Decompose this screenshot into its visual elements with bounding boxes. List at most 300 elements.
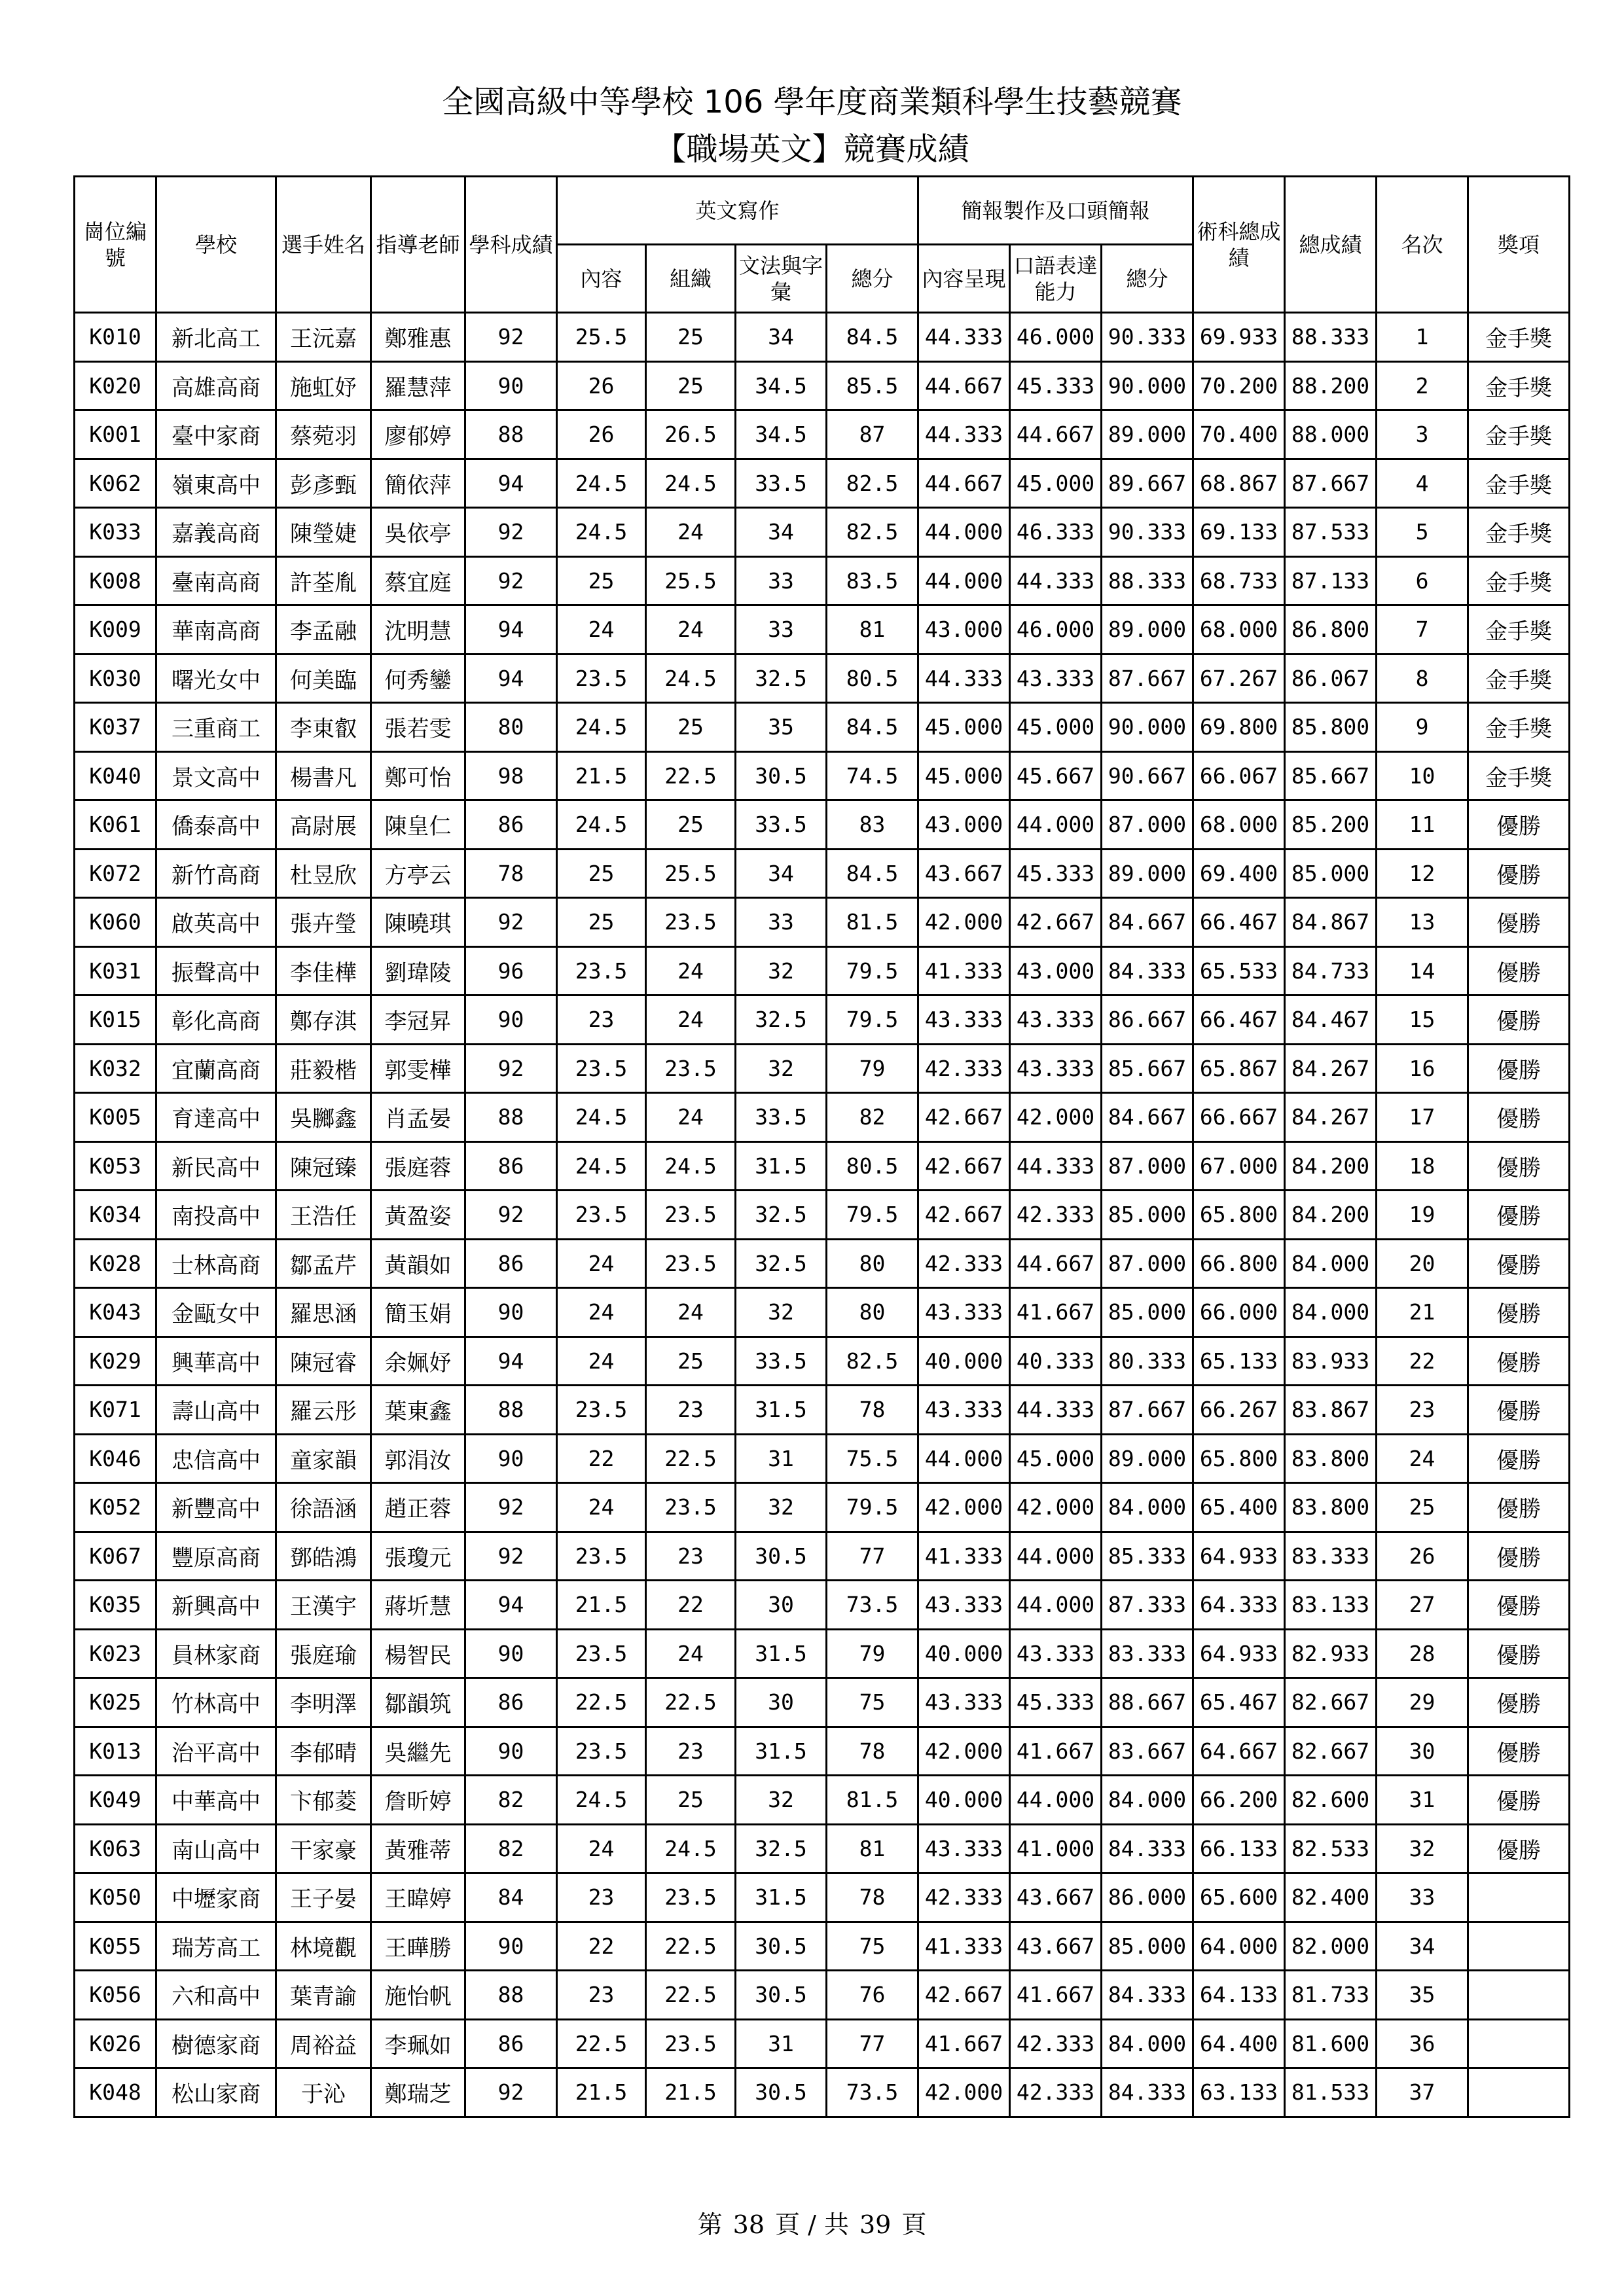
cell-content: 23 xyxy=(557,996,646,1045)
cell-teacher: 李冠昇 xyxy=(371,996,465,1045)
cell-skill: 64.667 xyxy=(1193,1727,1285,1776)
table-row xyxy=(75,1093,1570,1142)
table-row xyxy=(75,1776,1570,1825)
cell-oral: 43.333 xyxy=(1010,996,1102,1045)
table-row xyxy=(75,1971,1570,2020)
cell-player: 高尉展 xyxy=(276,800,371,850)
cell-post-no: K043 xyxy=(75,1288,156,1337)
cell-writing-total: 73.5 xyxy=(827,1581,918,1630)
cell-total: 84.867 xyxy=(1285,898,1377,947)
cell-presentation: 43.667 xyxy=(918,849,1010,898)
cell-school: 中壢家商 xyxy=(156,1873,276,1922)
cell-player: 王浩任 xyxy=(276,1191,371,1240)
cell-teacher: 簡玉娟 xyxy=(371,1288,465,1337)
table-row xyxy=(75,1386,1570,1435)
cell-school: 員林家商 xyxy=(156,1629,276,1678)
header-total: 總成績 xyxy=(1285,177,1377,313)
cell-writing-total: 77 xyxy=(827,1532,918,1581)
cell-award: 優勝 xyxy=(1468,1824,1570,1873)
cell-total: 83.800 xyxy=(1285,1434,1377,1483)
header-award: 獎項 xyxy=(1468,177,1570,313)
table-row xyxy=(75,800,1570,850)
cell-skill: 64.933 xyxy=(1193,1532,1285,1581)
cell-writing-total: 77 xyxy=(827,2019,918,2068)
cell-school: 士林高商 xyxy=(156,1239,276,1288)
cell-teacher: 沈明慧 xyxy=(371,605,465,655)
cell-school: 三重商工 xyxy=(156,703,276,752)
cell-organization: 25 xyxy=(646,1776,736,1825)
cell-player: 莊毅楷 xyxy=(276,1044,371,1093)
cell-total: 84.267 xyxy=(1285,1093,1377,1142)
cell-total: 84.733 xyxy=(1285,946,1377,996)
cell-skill: 69.400 xyxy=(1193,849,1285,898)
cell-oral: 42.333 xyxy=(1010,1191,1102,1240)
cell-skill: 70.400 xyxy=(1193,410,1285,459)
cell-subject: 92 xyxy=(465,898,557,947)
cell-content: 24 xyxy=(557,1336,646,1386)
header-post-no: 崗位編號 xyxy=(75,177,156,313)
cell-writing-total: 74.5 xyxy=(827,751,918,800)
cell-writing-total: 81.5 xyxy=(827,898,918,947)
cell-content: 22.5 xyxy=(557,2019,646,2068)
cell-total: 83.800 xyxy=(1285,1483,1377,1532)
cell-total: 81.600 xyxy=(1285,2019,1377,2068)
cell-grammar: 32 xyxy=(736,1776,827,1825)
cell-subject: 92 xyxy=(465,556,557,605)
cell-award: 金手獎 xyxy=(1468,361,1570,410)
table-row xyxy=(75,1336,1570,1386)
cell-post-no: K013 xyxy=(75,1727,156,1776)
cell-skill: 66.067 xyxy=(1193,751,1285,800)
cell-award: 優勝 xyxy=(1468,1629,1570,1678)
cell-post-no: K009 xyxy=(75,605,156,655)
cell-school: 治平高中 xyxy=(156,1727,276,1776)
header-skill: 術科總成績 xyxy=(1193,177,1285,313)
cell-oral: 42.667 xyxy=(1010,898,1102,947)
cell-school: 臺南高商 xyxy=(156,556,276,605)
cell-presentation: 42.000 xyxy=(918,1727,1010,1776)
cell-organization: 22.5 xyxy=(646,1434,736,1483)
cell-skill: 65.467 xyxy=(1193,1678,1285,1727)
header-report-total: 總分 xyxy=(1102,245,1193,313)
cell-subject: 98 xyxy=(465,751,557,800)
cell-presentation: 43.333 xyxy=(918,996,1010,1045)
cell-report-total: 80.333 xyxy=(1102,1336,1193,1386)
header-player: 選手姓名 xyxy=(276,177,371,313)
cell-organization: 25 xyxy=(646,703,736,752)
cell-school: 華南高商 xyxy=(156,605,276,655)
table-row xyxy=(75,1191,1570,1240)
cell-rank: 26 xyxy=(1377,1532,1468,1581)
cell-award xyxy=(1468,1873,1570,1922)
cell-teacher: 張瓊元 xyxy=(371,1532,465,1581)
cell-organization: 23.5 xyxy=(646,1191,736,1240)
header-teacher: 指導老師 xyxy=(371,177,465,313)
cell-content: 23.5 xyxy=(557,1727,646,1776)
cell-writing-total: 79.5 xyxy=(827,946,918,996)
cell-post-no: K035 xyxy=(75,1581,156,1630)
cell-player: 李明澤 xyxy=(276,1678,371,1727)
cell-grammar: 33.5 xyxy=(736,459,827,508)
cell-organization: 23.5 xyxy=(646,1873,736,1922)
cell-school: 中華高中 xyxy=(156,1776,276,1825)
cell-oral: 45.333 xyxy=(1010,361,1102,410)
cell-award: 金手獎 xyxy=(1468,654,1570,703)
cell-school: 啟英高中 xyxy=(156,898,276,947)
cell-organization: 25 xyxy=(646,313,736,362)
cell-total: 84.000 xyxy=(1285,1288,1377,1337)
cell-post-no: K020 xyxy=(75,361,156,410)
table-row xyxy=(75,556,1570,605)
cell-organization: 25.5 xyxy=(646,556,736,605)
cell-subject: 88 xyxy=(465,1386,557,1435)
cell-total: 85.800 xyxy=(1285,703,1377,752)
cell-organization: 21.5 xyxy=(646,2068,736,2117)
cell-rank: 1 xyxy=(1377,313,1468,362)
cell-content: 24 xyxy=(557,605,646,655)
cell-player: 杜昱欣 xyxy=(276,849,371,898)
cell-skill: 68.000 xyxy=(1193,800,1285,850)
table-row xyxy=(75,751,1570,800)
cell-subject: 92 xyxy=(465,1532,557,1581)
cell-player: 王漢宇 xyxy=(276,1581,371,1630)
cell-content: 23.5 xyxy=(557,946,646,996)
cell-oral: 46.333 xyxy=(1010,508,1102,557)
cell-organization: 24 xyxy=(646,1629,736,1678)
cell-post-no: K060 xyxy=(75,898,156,947)
cell-subject: 82 xyxy=(465,1824,557,1873)
cell-presentation: 42.667 xyxy=(918,1971,1010,2020)
cell-subject: 86 xyxy=(465,1141,557,1191)
cell-post-no: K015 xyxy=(75,996,156,1045)
cell-skill: 66.000 xyxy=(1193,1288,1285,1337)
cell-organization: 23.5 xyxy=(646,1239,736,1288)
cell-oral: 45.000 xyxy=(1010,703,1102,752)
cell-grammar: 34 xyxy=(736,508,827,557)
cell-school: 壽山高中 xyxy=(156,1386,276,1435)
cell-total: 84.467 xyxy=(1285,996,1377,1045)
cell-grammar: 31.5 xyxy=(736,1873,827,1922)
cell-award: 優勝 xyxy=(1468,1386,1570,1435)
cell-skill: 67.267 xyxy=(1193,654,1285,703)
cell-player: 吳膷鑫 xyxy=(276,1093,371,1142)
cell-presentation: 40.000 xyxy=(918,1629,1010,1678)
header-school: 學校 xyxy=(156,177,276,313)
cell-oral: 45.000 xyxy=(1010,1434,1102,1483)
table-row xyxy=(75,313,1570,362)
cell-writing-total: 81 xyxy=(827,605,918,655)
cell-post-no: K053 xyxy=(75,1141,156,1191)
cell-subject: 86 xyxy=(465,1239,557,1288)
cell-presentation: 44.667 xyxy=(918,459,1010,508)
cell-total: 84.200 xyxy=(1285,1191,1377,1240)
header-subject: 學科成績 xyxy=(465,177,557,313)
cell-content: 23 xyxy=(557,1971,646,2020)
cell-teacher: 施怡帆 xyxy=(371,1971,465,2020)
cell-rank: 4 xyxy=(1377,459,1468,508)
cell-report-total: 86.000 xyxy=(1102,1873,1193,1922)
cell-subject: 92 xyxy=(465,2068,557,2117)
cell-award: 金手獎 xyxy=(1468,605,1570,655)
cell-post-no: K033 xyxy=(75,508,156,557)
cell-award: 金手獎 xyxy=(1468,459,1570,508)
cell-subject: 94 xyxy=(465,605,557,655)
cell-total: 85.200 xyxy=(1285,800,1377,850)
page-footer xyxy=(0,2204,1624,2240)
cell-rank: 7 xyxy=(1377,605,1468,655)
table-row xyxy=(75,1922,1570,1971)
cell-writing-total: 84.5 xyxy=(827,703,918,752)
cell-rank: 16 xyxy=(1377,1044,1468,1093)
cell-player: 彭彥甄 xyxy=(276,459,371,508)
cell-rank: 13 xyxy=(1377,898,1468,947)
cell-player: 王沅嘉 xyxy=(276,313,371,362)
cell-post-no: K046 xyxy=(75,1434,156,1483)
cell-subject: 88 xyxy=(465,1971,557,2020)
cell-player: 徐語涵 xyxy=(276,1483,371,1532)
cell-oral: 41.667 xyxy=(1010,1727,1102,1776)
cell-total: 82.600 xyxy=(1285,1776,1377,1825)
cell-school: 彰化高商 xyxy=(156,996,276,1045)
cell-oral: 42.000 xyxy=(1010,1093,1102,1142)
cell-award: 優勝 xyxy=(1468,1093,1570,1142)
cell-award: 優勝 xyxy=(1468,1141,1570,1191)
cell-presentation: 44.000 xyxy=(918,508,1010,557)
cell-teacher: 陳皇仁 xyxy=(371,800,465,850)
cell-report-total: 87.667 xyxy=(1102,1386,1193,1435)
cell-oral: 41.667 xyxy=(1010,1971,1102,2020)
cell-rank: 37 xyxy=(1377,2068,1468,2117)
cell-presentation: 43.333 xyxy=(918,1581,1010,1630)
cell-teacher: 李珮如 xyxy=(371,2019,465,2068)
cell-subject: 94 xyxy=(465,459,557,508)
cell-skill: 65.800 xyxy=(1193,1434,1285,1483)
cell-oral: 43.333 xyxy=(1010,1044,1102,1093)
cell-total: 86.800 xyxy=(1285,605,1377,655)
cell-award xyxy=(1468,2019,1570,2068)
cell-writing-total: 80 xyxy=(827,1239,918,1288)
cell-skill: 63.133 xyxy=(1193,2068,1285,2117)
cell-post-no: K005 xyxy=(75,1093,156,1142)
cell-oral: 42.333 xyxy=(1010,2068,1102,2117)
cell-post-no: K028 xyxy=(75,1239,156,1288)
cell-organization: 23.5 xyxy=(646,898,736,947)
cell-grammar: 33 xyxy=(736,556,827,605)
cell-player: 李東叡 xyxy=(276,703,371,752)
cell-teacher: 葉東鑫 xyxy=(371,1386,465,1435)
header-content: 內容 xyxy=(557,245,646,313)
cell-teacher: 趙正蓉 xyxy=(371,1483,465,1532)
cell-report-total: 84.667 xyxy=(1102,898,1193,947)
cell-school: 南山高中 xyxy=(156,1824,276,1873)
cell-grammar: 33 xyxy=(736,898,827,947)
cell-oral: 44.000 xyxy=(1010,1581,1102,1630)
cell-post-no: K034 xyxy=(75,1191,156,1240)
cell-content: 23 xyxy=(557,1873,646,1922)
cell-teacher: 肖孟晏 xyxy=(371,1093,465,1142)
cell-subject: 94 xyxy=(465,1336,557,1386)
cell-subject: 90 xyxy=(465,1922,557,1971)
cell-content: 25 xyxy=(557,556,646,605)
cell-player: 于沁 xyxy=(276,2068,371,2117)
cell-school: 新豐高中 xyxy=(156,1483,276,1532)
cell-award: 優勝 xyxy=(1468,1581,1570,1630)
cell-post-no: K010 xyxy=(75,313,156,362)
cell-report-total: 87.000 xyxy=(1102,1239,1193,1288)
cell-oral: 44.333 xyxy=(1010,1386,1102,1435)
cell-award xyxy=(1468,2068,1570,2117)
cell-presentation: 42.667 xyxy=(918,1093,1010,1142)
table-row xyxy=(75,605,1570,655)
cell-skill: 64.333 xyxy=(1193,1581,1285,1630)
cell-presentation: 43.000 xyxy=(918,800,1010,850)
cell-rank: 2 xyxy=(1377,361,1468,410)
cell-content: 23.5 xyxy=(557,1044,646,1093)
cell-presentation: 45.000 xyxy=(918,751,1010,800)
cell-content: 24.5 xyxy=(557,800,646,850)
cell-report-total: 84.333 xyxy=(1102,946,1193,996)
cell-post-no: K062 xyxy=(75,459,156,508)
cell-subject: 82 xyxy=(465,1776,557,1825)
cell-total: 81.533 xyxy=(1285,2068,1377,2117)
cell-skill: 64.133 xyxy=(1193,1971,1285,2020)
cell-teacher: 黃韻如 xyxy=(371,1239,465,1288)
cell-oral: 46.000 xyxy=(1010,605,1102,655)
cell-organization: 24 xyxy=(646,996,736,1045)
cell-award: 金手獎 xyxy=(1468,751,1570,800)
cell-report-total: 85.000 xyxy=(1102,1288,1193,1337)
cell-award: 優勝 xyxy=(1468,1288,1570,1337)
cell-school: 新興高中 xyxy=(156,1581,276,1630)
cell-grammar: 32.5 xyxy=(736,1191,827,1240)
cell-writing-total: 79 xyxy=(827,1629,918,1678)
cell-presentation: 42.667 xyxy=(918,1191,1010,1240)
cell-subject: 92 xyxy=(465,1191,557,1240)
cell-player: 李孟融 xyxy=(276,605,371,655)
cell-award: 優勝 xyxy=(1468,1191,1570,1240)
cell-content: 21.5 xyxy=(557,751,646,800)
cell-content: 24 xyxy=(557,1239,646,1288)
cell-school: 僑泰高中 xyxy=(156,800,276,850)
cell-writing-total: 81.5 xyxy=(827,1776,918,1825)
footer-prefix: 第 xyxy=(697,2210,723,2239)
cell-skill: 66.200 xyxy=(1193,1776,1285,1825)
cell-content: 22 xyxy=(557,1434,646,1483)
cell-organization: 24 xyxy=(646,946,736,996)
cell-school: 南投高中 xyxy=(156,1191,276,1240)
cell-grammar: 31.5 xyxy=(736,1629,827,1678)
cell-oral: 41.000 xyxy=(1010,1824,1102,1873)
cell-post-no: K031 xyxy=(75,946,156,996)
table-row xyxy=(75,1239,1570,1288)
cell-total: 83.333 xyxy=(1285,1532,1377,1581)
cell-oral: 45.000 xyxy=(1010,459,1102,508)
cell-presentation: 44.333 xyxy=(918,410,1010,459)
cell-report-total: 84.667 xyxy=(1102,1093,1193,1142)
cell-presentation: 42.333 xyxy=(918,1239,1010,1288)
table-row xyxy=(75,1873,1570,1922)
cell-subject: 92 xyxy=(465,1483,557,1532)
cell-total: 87.533 xyxy=(1285,508,1377,557)
cell-oral: 45.333 xyxy=(1010,1678,1102,1727)
cell-writing-total: 75 xyxy=(827,1678,918,1727)
cell-report-total: 85.333 xyxy=(1102,1532,1193,1581)
cell-teacher: 劉瑋陵 xyxy=(371,946,465,996)
cell-teacher: 陳曉琪 xyxy=(371,898,465,947)
cell-report-total: 90.333 xyxy=(1102,508,1193,557)
cell-content: 23.5 xyxy=(557,1191,646,1240)
cell-writing-total: 80.5 xyxy=(827,654,918,703)
cell-grammar: 31 xyxy=(736,2019,827,2068)
cell-grammar: 30 xyxy=(736,1678,827,1727)
cell-content: 24.5 xyxy=(557,508,646,557)
cell-rank: 17 xyxy=(1377,1093,1468,1142)
cell-organization: 26.5 xyxy=(646,410,736,459)
cell-writing-total: 78 xyxy=(827,1873,918,1922)
cell-skill: 70.200 xyxy=(1193,361,1285,410)
table-row xyxy=(75,703,1570,752)
cell-rank: 22 xyxy=(1377,1336,1468,1386)
cell-content: 24.5 xyxy=(557,1141,646,1191)
table-row xyxy=(75,1581,1570,1630)
cell-player: 李佳樺 xyxy=(276,946,371,996)
header-presentation: 內容呈現 xyxy=(918,245,1010,313)
cell-skill: 68.733 xyxy=(1193,556,1285,605)
table-row xyxy=(75,898,1570,947)
cell-report-total: 89.000 xyxy=(1102,410,1193,459)
cell-award: 優勝 xyxy=(1468,996,1570,1045)
cell-school: 松山家商 xyxy=(156,2068,276,2117)
cell-skill: 68.000 xyxy=(1193,605,1285,655)
cell-post-no: K008 xyxy=(75,556,156,605)
cell-presentation: 41.667 xyxy=(918,2019,1010,2068)
cell-school: 瑞芳高工 xyxy=(156,1922,276,1971)
cell-total: 84.267 xyxy=(1285,1044,1377,1093)
cell-teacher: 郭雯樺 xyxy=(371,1044,465,1093)
cell-player: 張庭瑜 xyxy=(276,1629,371,1678)
cell-oral: 44.333 xyxy=(1010,556,1102,605)
cell-content: 24 xyxy=(557,1483,646,1532)
cell-organization: 24.5 xyxy=(646,1824,736,1873)
cell-report-total: 90.000 xyxy=(1102,361,1193,410)
cell-writing-total: 78 xyxy=(827,1727,918,1776)
cell-organization: 22 xyxy=(646,1581,736,1630)
cell-grammar: 30.5 xyxy=(736,1922,827,1971)
cell-grammar: 30 xyxy=(736,1581,827,1630)
cell-subject: 80 xyxy=(465,703,557,752)
cell-writing-total: 83.5 xyxy=(827,556,918,605)
cell-player: 王子晏 xyxy=(276,1873,371,1922)
cell-writing-total: 85.5 xyxy=(827,361,918,410)
cell-oral: 45.667 xyxy=(1010,751,1102,800)
cell-content: 24.5 xyxy=(557,459,646,508)
cell-total: 85.667 xyxy=(1285,751,1377,800)
cell-grammar: 31.5 xyxy=(736,1727,827,1776)
header-report-group: 簡報製作及口頭簡報 xyxy=(918,177,1193,245)
cell-organization: 22.5 xyxy=(646,751,736,800)
cell-total: 88.333 xyxy=(1285,313,1377,362)
cell-organization: 23 xyxy=(646,1386,736,1435)
cell-post-no: K032 xyxy=(75,1044,156,1093)
cell-player: 林境觀 xyxy=(276,1922,371,1971)
cell-rank: 29 xyxy=(1377,1678,1468,1727)
cell-player: 陳瑩婕 xyxy=(276,508,371,557)
cell-grammar: 32 xyxy=(736,1044,827,1093)
cell-rank: 31 xyxy=(1377,1776,1468,1825)
cell-writing-total: 82 xyxy=(827,1093,918,1142)
cell-award: 金手獎 xyxy=(1468,556,1570,605)
cell-content: 24.5 xyxy=(557,703,646,752)
